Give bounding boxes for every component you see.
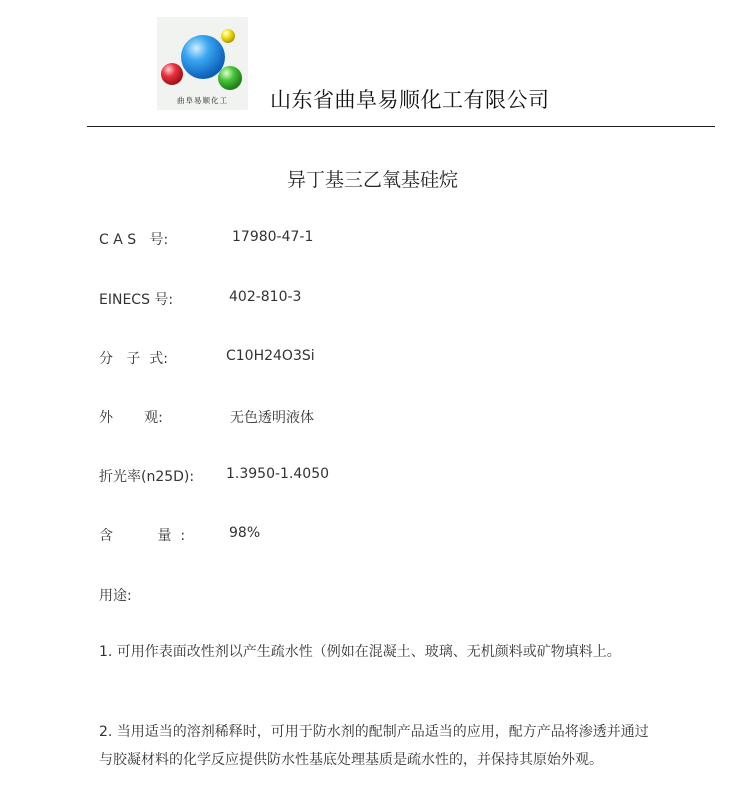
logo-caption: 曲阜易顺化工	[177, 96, 228, 105]
property-label: 含 量 :	[99, 528, 186, 544]
property-label: 折光率(n25D):	[99, 469, 195, 485]
property-label: 外 观:	[99, 410, 163, 426]
property-value: C10H24O3Si	[226, 348, 315, 364]
header-divider	[87, 126, 715, 127]
property-value: 1.3950-1.4050	[226, 466, 330, 482]
property-label: C A S 号:	[99, 232, 169, 248]
company-logo	[157, 17, 248, 110]
property-value: 无色透明液体	[230, 410, 314, 426]
use-item-2: 2. 当用适当的溶剂稀释时，可用于防水剂的配制产品适当的应用，配方产品将渗透并通过与胶凝材料的化学反应提供防水性基底处理基质是疏水性的，并保持其原始外观。	[99, 724, 649, 768]
uses-heading: 用途:	[99, 588, 132, 604]
property-value: 17980-47-1	[232, 229, 314, 245]
property-label: 分 子 式:	[99, 351, 168, 367]
company-name: 山东省曲阜易顺化工有限公司	[270, 88, 550, 112]
property-value: 402-810-3	[229, 289, 302, 305]
use-item-1: 1. 可用作表面改性剂以产生疏水性（例如在混凝土、玻璃、无机颜料或矿物填料上。	[99, 644, 621, 660]
property-value: 98%	[229, 525, 261, 541]
document-title: 异丁基三乙氧基硅烷	[286, 169, 458, 191]
property-label: EINECS 号:	[99, 292, 174, 308]
